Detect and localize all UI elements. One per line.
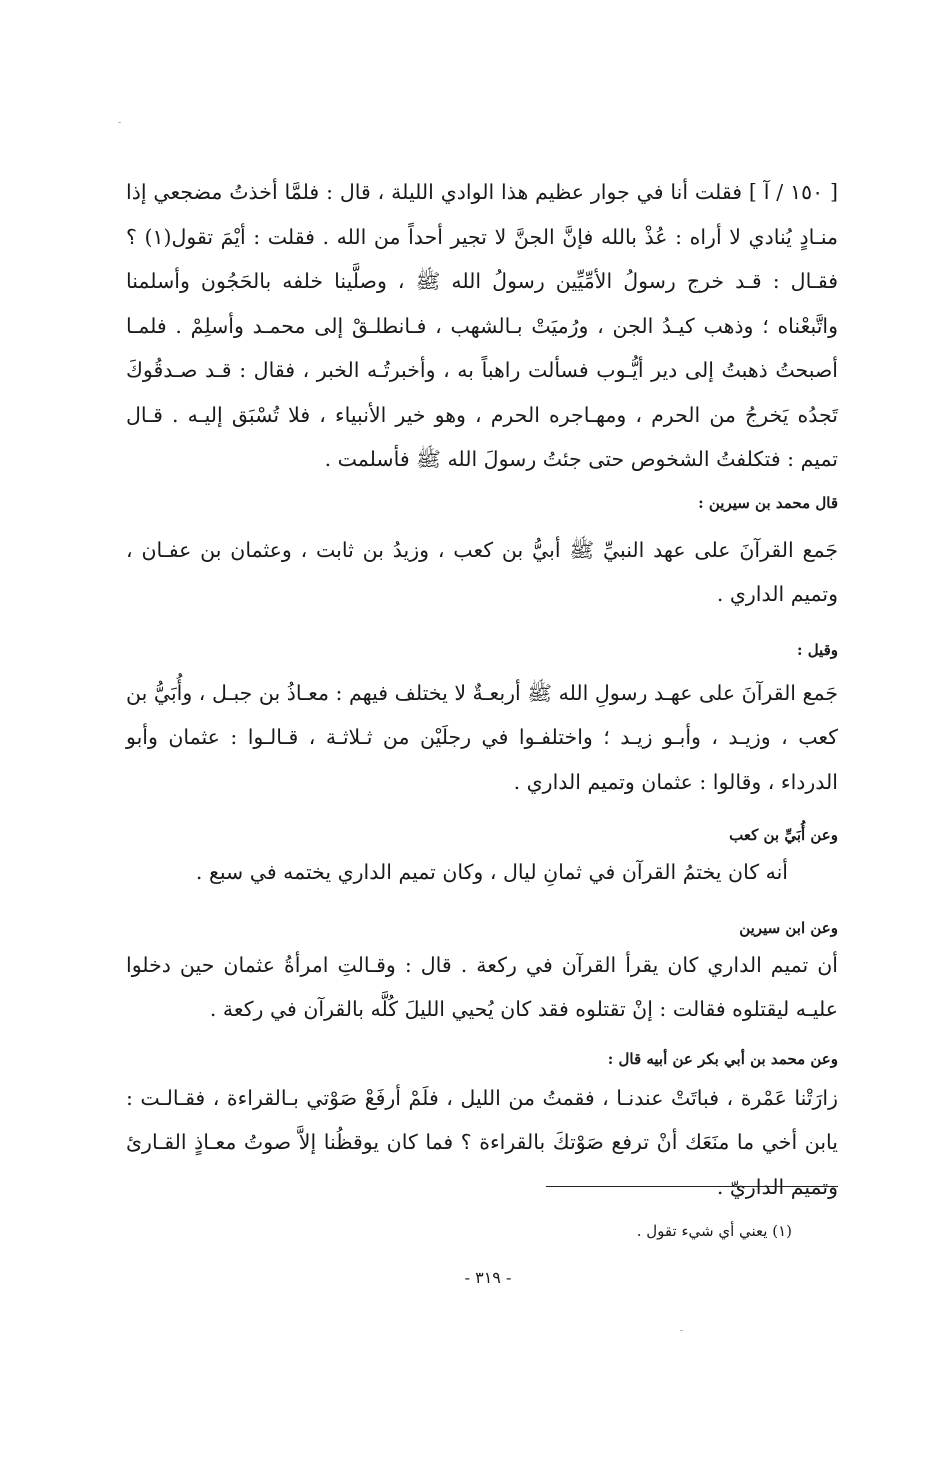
paragraph-ubayy-khatm: أنه كان يختمُ القرآن في ثمانِ ليال ، وكان تميم الداري يختمه في سبع . bbox=[195, 860, 788, 884]
page-body bbox=[126, 170, 838, 1209]
paragraph-amra-visit: زارَتْنا عَمْرة ، فباتَتْ عندنـا ، فقمتُ من الليل ، فلَمْ أرفَعْ صَوْتي بـالقراءة ، فقـالـت : يابن أخي ما منَعَك أنْ ترفع صَوْتكَ بالقراءة ؟ فما كان يوقظُنا إلاَّ صوتُ معـاذٍ القـارئ وتميم الداريّ . bbox=[126, 1085, 838, 1199]
paragraph-four-compilers: جَمع القرآنَ على عهـد رسولِ الله ﷺ أربعـةٌ لا يختلف فيهم : معـاذُ بن جبـل ، وأُبَيُّ بن كعب ، وزيـد ، وأبـو زيـد ؛ واختلفـوا في رجلَيْن من ثـلاثـة ، قـالـوا : عثمان وأبو الدرداء ، وقالوا : عثمان وتميم الداري . bbox=[126, 680, 838, 794]
page-number: - ٣١٩ - bbox=[464, 1268, 512, 1287]
footnote: (١) يعني أي شيء تقول . bbox=[636, 1222, 792, 1240]
footnote-divider bbox=[546, 1186, 838, 1187]
scan-speck bbox=[680, 1330, 683, 1331]
paragraph-opening: [ ١٥٠ / آ ] فقلت أنا في جوار عظيم هذا الوادي الليلة ، قال : فلمَّا أخذتُ مضجعي إذا منـادٍ يُنادي لا أراه : عُذْ بالله فإنَّ الجنَّ لا تجير أحداً من الله . فقلت : أيْمَ تقول(١) ؟ فقـال : قـد خرج رسولُ الأمِّيِّين رسولُ الله ﷺ ، وصلَّينا خلفه بالحَجُون وأسلمنا واتَّبعْناه ؛ وذهب كيـدُ الجن ، ورُميَتْ بـالشهب ، فـانطلـقْ إلى محمـد وأسلِمْ . فلمـا أصبحتُ ذهبتُ إلى دير أيُّـوب فسألت راهباً به ، وأخبرتُـه الخبر ، فقال : قـد صـدقُوكَ تَجدُه يَخرجُ من الحرم ، ومهـاجره الحرم ، وهو خير الأنبياء ، فلا تُسْبَق إليـه . قـال تميم : فتكلفتُ الشخوص حتى جئتُ رسولَ الله ﷺ فأسلمت . bbox=[126, 180, 839, 471]
paragraph-tamim-rakaa: أن تميم الداري كان يقرأ القرآن في ركعة . قال : وقـالتِ امرأةُ عثمان حين دخلوا عليـه ليقتلوه فقالت : إنْ تقتلوه فقد كان يُحيي الليلَ كُلَّه بالقرآن في ركعة . bbox=[126, 952, 838, 1021]
heading-ibn-sirin: قال محمد بن سيرين : bbox=[698, 493, 838, 512]
heading-ibn-sirin-2: وعن ابن سيرين bbox=[739, 918, 838, 937]
heading-muhammad-abi-bakr: وعن محمد بن أبي بكر عن أبيه قال : bbox=[607, 1049, 838, 1068]
heading-wa-qila: وقيل : bbox=[796, 640, 838, 659]
heading-ubayy: وعن أُبَيِّ بن كعب bbox=[729, 826, 838, 844]
scan-speck bbox=[118, 122, 121, 123]
paragraph-quran-compilers: جَمع القرآنَ على عهد النبيِّ ﷺ أبيُّ بن كعب ، وزيدُ بن ثابت ، وعثمان بن عفـان ، وتميم الداري . bbox=[126, 537, 838, 606]
